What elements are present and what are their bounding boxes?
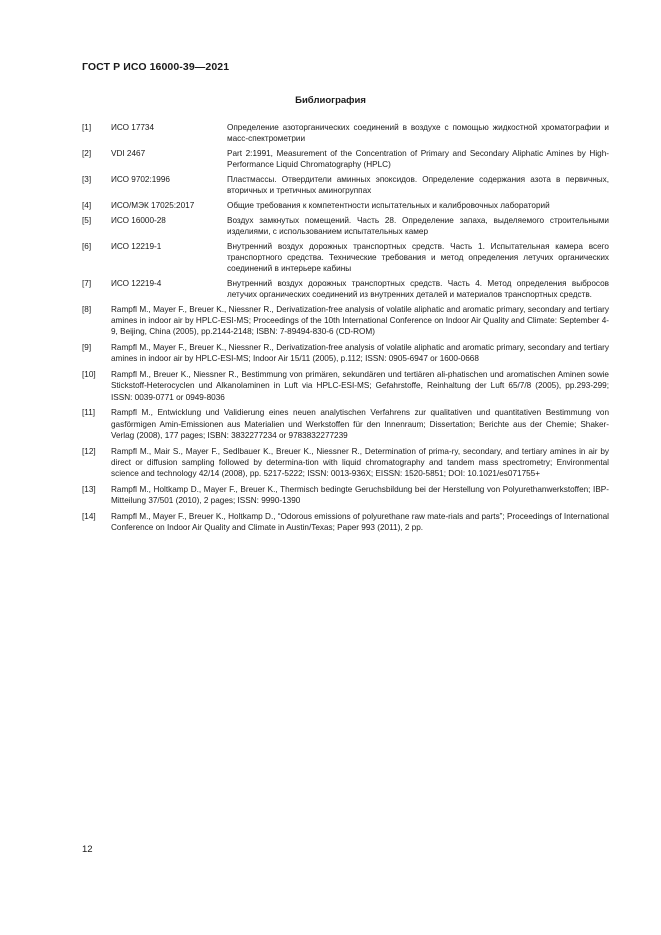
entry-number: [1] <box>82 123 92 132</box>
entry-text: Rampfl M., Mair S., Mayer F., Sedlbauer K., Breuer K., Niessner R., Determination of prima-ry, secondary, and tertiary amines in air by direct or diffusion sampling followed by determina-tion with liquid chromatography and tandem mass spectrometry; Environmental science and technology 42/14 (2008), pp. 5217-5222; ISSN: 0013-936X; EISSN: 1520-5851; DOI: 10.1021/es071755+ <box>111 446 609 479</box>
entry-text: Rampfl M., Entwicklung und Validierung eines neuen analytischen Verfahrens zur qualitativen und quantitativen Bestimmung von gasförmigen Amin-Emissionen aus Materialien und Werkstoffen für den Innenraum; Dissertation; Berichte aus der Chemie; Shaker-Verlag (2008), 177 pages; ISBN: 3832277234 or 9783832277239 <box>111 408 609 440</box>
reference-entry <box>82 484 609 506</box>
page-title: Библиография <box>295 95 366 106</box>
bibliography-entry <box>82 278 609 300</box>
bibliography-entry <box>82 215 609 237</box>
reference-entry <box>82 369 609 403</box>
reference-entry <box>82 407 609 441</box>
reference-entry <box>82 304 609 338</box>
entry-document: ИСО 16000-28 <box>111 215 166 225</box>
entry-number: [8] <box>82 305 92 314</box>
entry-text: Rampfl M., Breuer K., Niessner R., Bestimmung von primären, sekundären und tertiären ali-phatischen und aromatischen Aminen sowie Stickstoff-Heterocyclen und Alkanolaminen in Luft via HPLC-ESI-MS; Gefahrstoffe, Reinhaltung der Luft 65/7/8 (2005), pp.293-299; ISSN: 0039-0771 or 0949-8036 <box>111 370 609 402</box>
bibliography-entry <box>82 200 609 211</box>
entry-document: ИСО/МЭК 17025:2017 <box>111 201 195 210</box>
document-header: ГОСТ Р ИСО 16000-39—2021 <box>82 61 230 73</box>
entry-description: Внутренний воздух дорожных транспортных средств. Часть 1. Испытательная камера всего транспортного средства. Технические требования и метод определения летучих органических соединений в интерьере кабины <box>227 241 609 274</box>
bibliography-entry <box>82 174 609 196</box>
bibliography-entry <box>82 148 609 170</box>
entry-number: [10] <box>82 370 96 380</box>
entry-description: Пластмассы. Отвердители аминных эпоксидов. Определение содержания азота в первичных, вторичных и третичных аминогруппах <box>227 175 609 196</box>
entry-text: Rampfl M., Mayer F., Breuer K., Niessner R., Derivatization-free analysis of volatile aliphatic and aromatic primary, secondary and tertiary amines in indoor air by HPLC-ESI-MS; Proceedings of the 10th International Conference on Indoor Air Quality and Climate: September 4-9, Beijing, China (2005), pp.2144-2148; ISBN: 7-89494-830-6 (CD-ROM) <box>111 305 609 337</box>
reference-entry <box>82 511 609 533</box>
entry-text: Rampfl M., Holtkamp D., Mayer F., Breuer K., Thermisch bedingte Geruchsbildung bei der Herstellung von Polyurethanwerkstoffen; IBP-Mitteilung 37/501 (2010), 2 pages; ISSN: 9990-1390 <box>111 484 609 506</box>
entry-description: Part 2:1991, Measurement of the Concentration of Primary and Secondary Aliphatic Amines by High-Performance Liquid Chromatography (HPLC) <box>227 149 609 170</box>
entry-number: [12] <box>82 446 96 456</box>
entry-document: VDI 2467 <box>111 149 146 158</box>
page-number: 12 <box>82 844 93 855</box>
entry-description: Воздух замкнутых помещений. Часть 28. Определение запаха, выделяемого строительными изделиями, с использованием испытательных камер <box>227 215 609 236</box>
entry-description: Определение азоторганических соединений в воздухе с помощью жидкостной хроматографии и масс-спектрометрии <box>227 123 609 144</box>
entry-document: ИСО 17734 <box>111 123 155 132</box>
entry-number: [5] <box>82 215 92 225</box>
bibliography-entry <box>82 122 609 144</box>
entry-document: ИСО 12219-4 <box>111 279 162 288</box>
entry-number: [14] <box>82 511 96 521</box>
entry-text: Rampfl M., Mayer F., Breuer K., Holtkamp D., “Odorous emissions of polyurethane raw mate-rials and parts”; Proceedings of International Conference on Indoor Air Quality and Climate in Austin/Texas; Paper 993 (2011), 2 pp. <box>111 511 609 533</box>
entry-number: [7] <box>82 279 92 288</box>
entry-number: [13] <box>82 484 96 494</box>
entry-number: [3] <box>82 175 92 184</box>
entry-number: [2] <box>82 149 92 158</box>
entry-number: [6] <box>82 241 92 251</box>
entry-number: [9] <box>82 343 92 353</box>
reference-entry <box>82 342 609 364</box>
entry-document: ИСО 9702:1996 <box>111 175 170 184</box>
entry-document: ИСО 12219-1 <box>111 241 162 251</box>
bibliography-list <box>82 122 609 538</box>
entry-number: [4] <box>82 201 92 210</box>
bibliography-entry <box>82 241 609 275</box>
entry-number: [11] <box>82 408 96 418</box>
entry-description: Внутренний воздух дорожных транспортных средств. Часть 4. Метод определения выбросов летучих органических соединений из внутренних деталей и материалов транспортных средств. <box>227 279 609 300</box>
entry-description: Общие требования к компетентности испытательных и калибровочных лабораторий <box>227 201 550 210</box>
entry-text: Rampfl M., Mayer F., Breuer K., Niessner R., Derivatization-free analysis of volatile aliphatic and aromatic primary, secondary and tertiary amines in indoor air by HPLC-ESI-MS; Indoor Air 15/11 (2005), p.112; ISSN: 0905-6947 or 1600-0668 <box>111 343 609 364</box>
reference-entry <box>82 446 609 480</box>
